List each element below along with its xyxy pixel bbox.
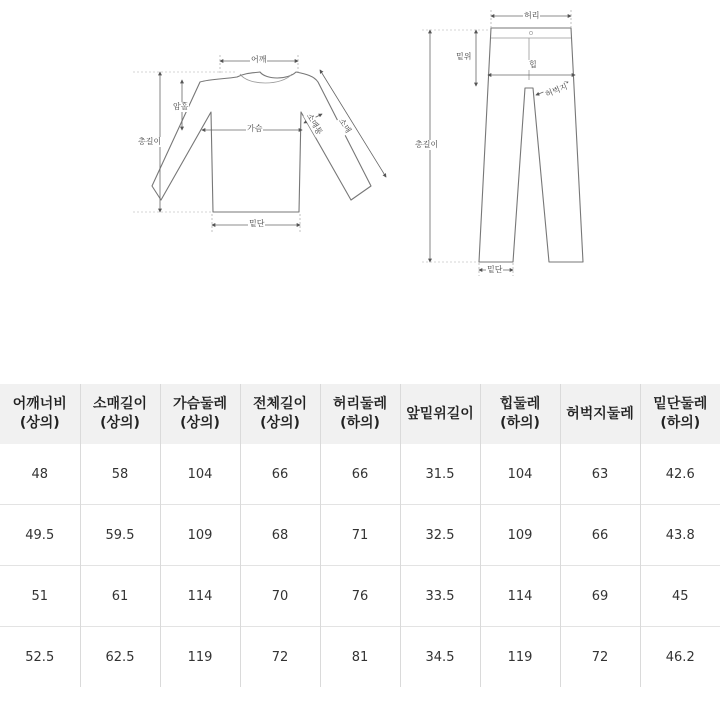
table-cell: 63 (560, 444, 640, 505)
table-row (0, 627, 720, 688)
table-cell: 104 (160, 444, 240, 505)
table-cell: 43.8 (640, 505, 720, 566)
table-cell: 72 (240, 627, 320, 688)
col-waist: 허리둘레(하의) (320, 384, 400, 444)
col-hem: 밑단둘레(하의) (640, 384, 720, 444)
table-cell: 119 (160, 627, 240, 688)
table-cell: 48 (0, 444, 80, 505)
table-cell: 70 (240, 566, 320, 627)
table-row (0, 505, 720, 566)
label-hip: 힙 (529, 60, 537, 69)
table-cell: 59.5 (80, 505, 160, 566)
label-top-total-length: 총길이 (138, 137, 162, 146)
table-cell: 109 (160, 505, 240, 566)
table-cell: 72 (560, 627, 640, 688)
table-cell: 51 (0, 566, 80, 627)
label-sleeve-width: 소매통 (304, 111, 325, 137)
table-cell: 45 (640, 566, 720, 627)
table-cell: 34.5 (400, 627, 480, 688)
label-rise: 밑위 (456, 52, 472, 61)
table-cell: 119 (480, 627, 560, 688)
label-shoulder: 어깨 (251, 55, 267, 64)
top-neckline (240, 74, 292, 83)
table-cell: 114 (160, 566, 240, 627)
table-cell: 61 (80, 566, 160, 627)
table-cell: 66 (240, 444, 320, 505)
table-cell: 32.5 (400, 505, 480, 566)
size-table-header (0, 384, 720, 444)
size-diagram (0, 0, 720, 300)
table-cell: 66 (320, 444, 400, 505)
header-row (0, 384, 720, 444)
label-bottom-total-length: 총길이 (415, 140, 439, 149)
table-cell: 69 (560, 566, 640, 627)
label-thigh: 허벅지 (543, 81, 569, 99)
table-cell: 71 (320, 505, 400, 566)
table-cell: 114 (480, 566, 560, 627)
size-diagram-drawing (0, 0, 720, 300)
table-cell: 31.5 (400, 444, 480, 505)
col-thigh: 허벅지둘레 (560, 384, 640, 444)
table-cell: 66 (560, 505, 640, 566)
table-cell: 81 (320, 627, 400, 688)
label-waist: 허리 (524, 11, 540, 20)
table-cell: 33.5 (400, 566, 480, 627)
table-cell: 62.5 (80, 627, 160, 688)
col-shoulder-width: 어깨너비(상의) (0, 384, 80, 444)
col-sleeve-length: 소매길이(상의) (80, 384, 160, 444)
label-bottom-hem: 밑단 (487, 265, 503, 274)
col-hip: 힙둘레(하의) (480, 384, 560, 444)
table-cell: 104 (480, 444, 560, 505)
label-armhole: 암홀 (173, 102, 189, 111)
top-garment-outline (152, 72, 371, 212)
table-cell: 46.2 (640, 627, 720, 688)
table-cell: 76 (320, 566, 400, 627)
table-cell: 49.5 (0, 505, 80, 566)
table-cell: 52.5 (0, 627, 80, 688)
size-table-body (0, 444, 720, 687)
label-top-hem: 밑단 (249, 219, 265, 228)
table-cell: 42.6 (665, 466, 695, 482)
table-cell: 109 (480, 505, 560, 566)
table-cell: 68 (240, 505, 320, 566)
table-cell: 58 (80, 444, 160, 505)
col-chest: 가슴둘레(상의) (160, 384, 240, 444)
col-front-rise: 앞밑위길이 (400, 384, 480, 444)
col-total-length: 전체길이(상의) (240, 384, 320, 444)
table-row (0, 444, 720, 505)
label-sleeve: 소매 (336, 116, 353, 135)
size-table (0, 384, 720, 687)
table-row (0, 566, 720, 627)
label-chest: 가슴 (247, 124, 263, 133)
